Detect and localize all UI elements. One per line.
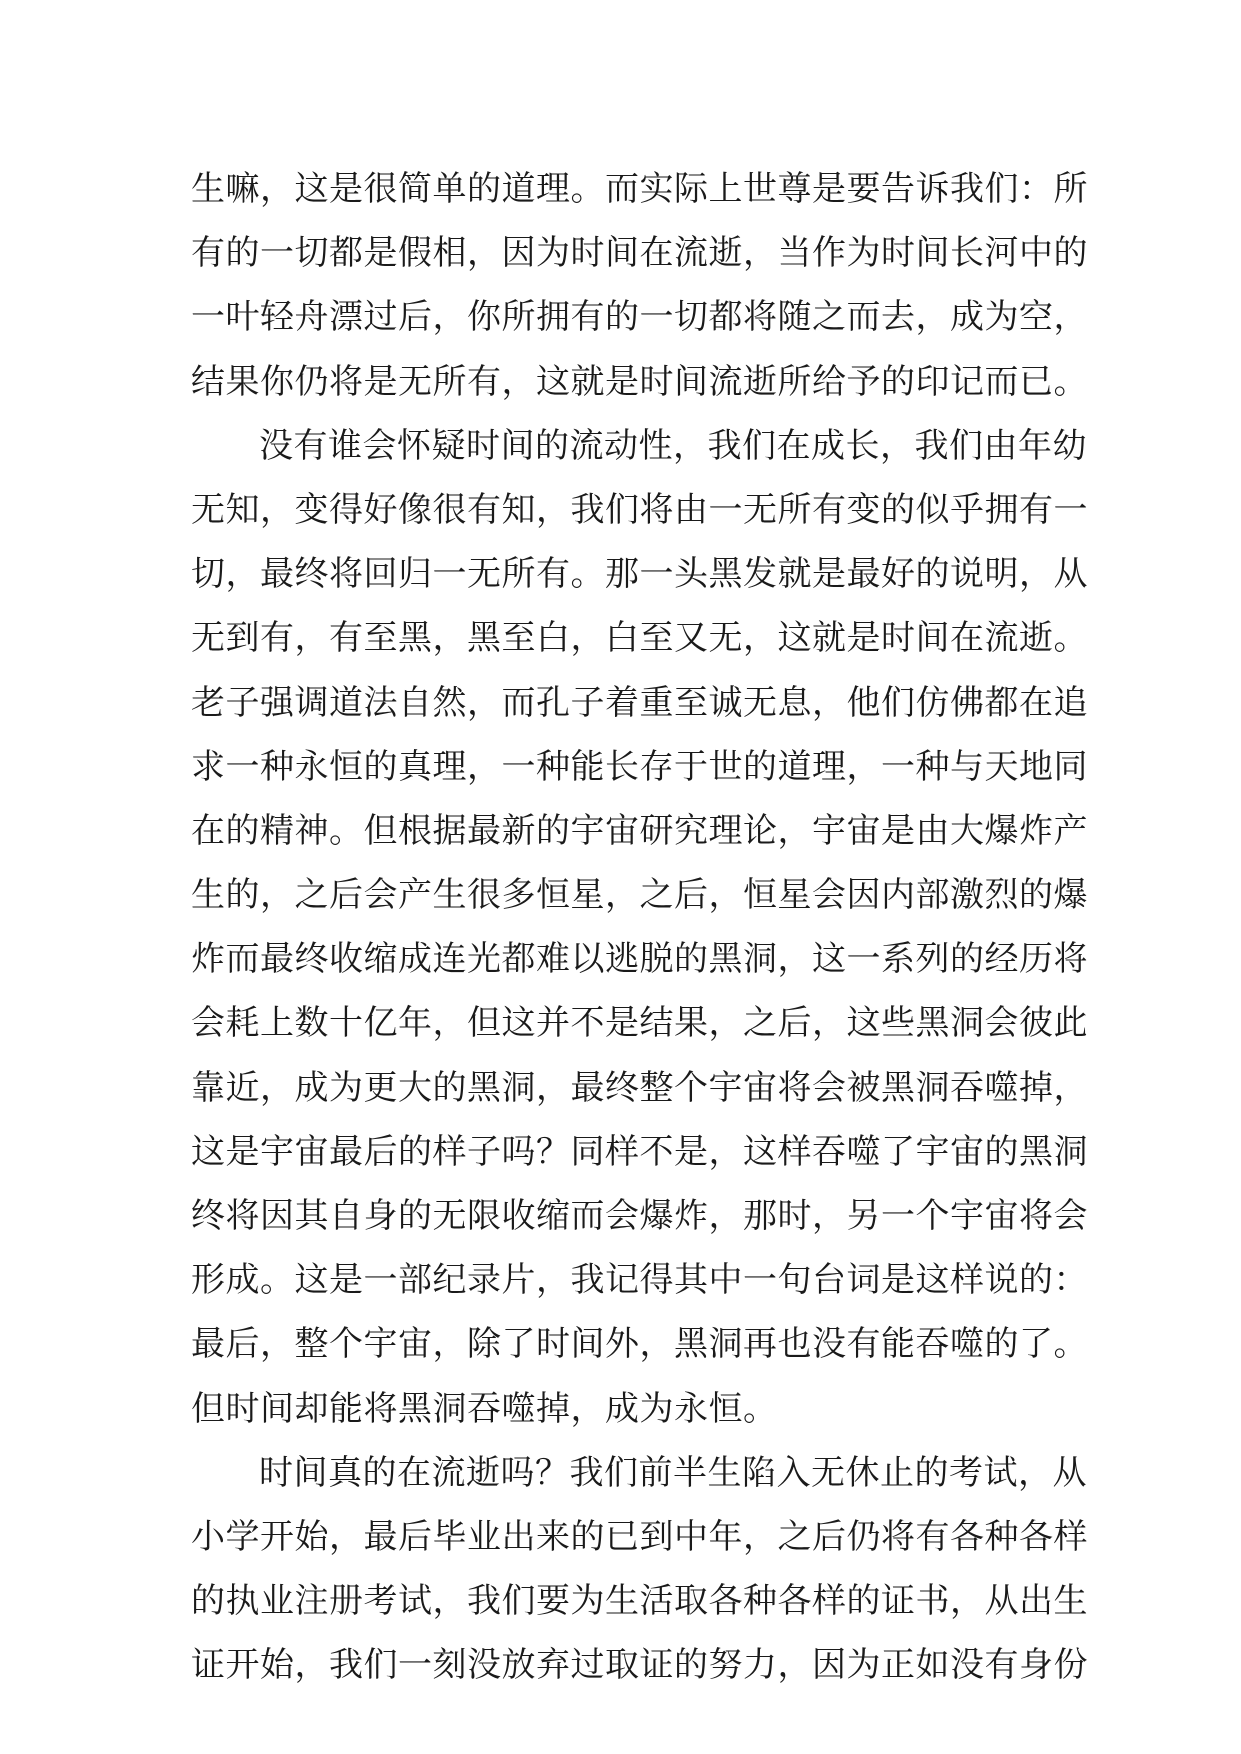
text-line: 老子强调道法自然，而孔子着重至诚无息，他们仿佛都在追: [191, 682, 1088, 723]
text-line: 有的一切都是假相，因为时间在流逝，当作为时间长河中的: [191, 233, 1088, 274]
text-line: 会耗上数十亿年，但这并不是结果，之后，这些黑洞会彼此: [191, 1003, 1088, 1044]
text-line: 最后，整个宇宙，除了时间外，黑洞再也没有能吞噬的了。: [191, 1324, 1088, 1365]
text-line: 结果你仍将是无所有，这就是时间流逝所给予的印记而已。: [191, 361, 1088, 402]
text-line: 这是宇宙最后的样子吗？同样不是，这样吞噬了宇宙的黑洞: [191, 1131, 1088, 1172]
text-line: 靠近，成为更大的黑洞，最终整个宇宙将会被黑洞吞噬掉，: [191, 1067, 1088, 1108]
paragraph-start-line: 没有谁会怀疑时间的流动性，我们在成长，我们由年幼: [259, 425, 1087, 466]
text-line: 但时间却能将黑洞吞噬掉，成为永恒。: [191, 1388, 778, 1429]
text-line: 无知，变得好像很有知，我们将由一无所有变的似乎拥有一: [191, 489, 1088, 530]
text-line: 求一种永恒的真理，一种能长存于世的道理，一种与天地同: [191, 746, 1088, 787]
text-line: 切，最终将回归一无所有。那一头黑发就是最好的说明，从: [191, 554, 1088, 595]
paragraph-start-line: 时间真的在流逝吗？我们前半生陷入无休止的考试，从: [259, 1452, 1087, 1493]
text-line: 生嘛，这是很简单的道理。而实际上世尊是要告诉我们：所: [191, 169, 1088, 209]
text-line: 生的，之后会产生很多恒星，之后，恒星会因内部激烈的爆: [191, 875, 1088, 916]
text-line: 小学开始，最后毕业出来的已到中年，之后仍将有各种各样: [191, 1516, 1088, 1557]
text-line: 无到有，有至黑，黑至白，白至又无，这就是时间在流逝。: [191, 618, 1088, 659]
text-line: 在的精神。但根据最新的宇宙研究理论，宇宙是由大爆炸产: [191, 810, 1088, 851]
text-line: 的执业注册考试，我们要为生活取各种各样的证书，从出生: [191, 1581, 1088, 1622]
text-line: 一叶轻舟漂过后，你所拥有的一切都将随之而去，成为空，: [191, 297, 1088, 338]
text-line: 形成。这是一部纪录片，我记得其中一句台词是这样说的：: [191, 1260, 1088, 1301]
text-line: 证开始，我们一刻没放弃过取证的努力，因为正如没有身份: [191, 1645, 1088, 1686]
body-text: [191, 157, 1088, 1698]
text-line: 炸而最终收缩成连光都难以逃脱的黑洞，这一系列的经历将: [191, 939, 1088, 980]
text-line: 终将因其自身的无限收缩而会爆炸，那时，另一个宇宙将会: [191, 1196, 1088, 1236]
